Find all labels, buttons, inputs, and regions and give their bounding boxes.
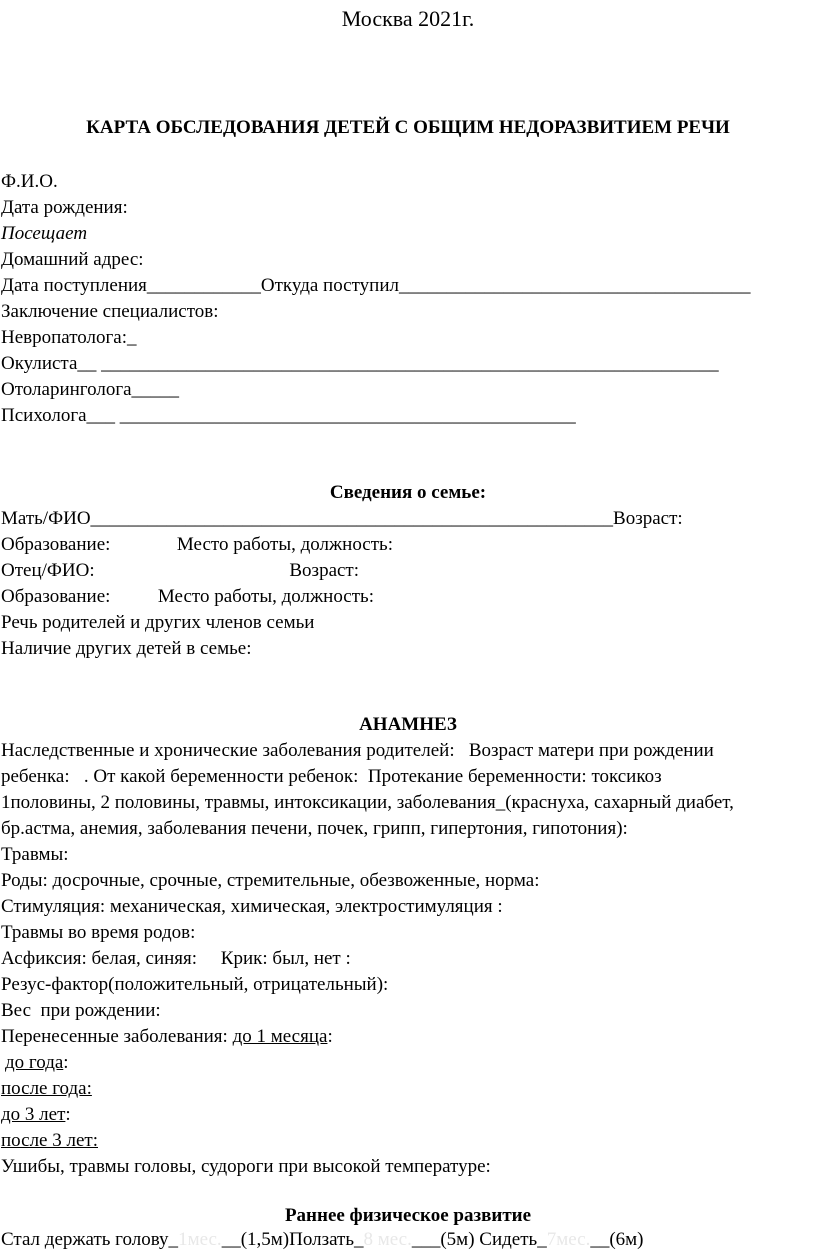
diseases-month-label: до 1 месяца	[232, 1026, 328, 1047]
asphyxia-field: Асфиксия: белая, синяя: Крик: был, нет :	[1, 948, 351, 969]
birth-date-field: Дата рождения:	[1, 197, 128, 218]
anamnesis-paragraph-line: бр.астма, анемия, заболевания печени, почек, грипп, гипертония, гипотония):	[1, 818, 628, 839]
other-children-field: Наличие других детей в семье:	[1, 638, 252, 659]
after-3-years-field: после 3 лет:	[1, 1130, 98, 1151]
anamnesis-paragraph-line: 1половины, 2 половины, травмы, интоксикации, заболевания_(краснуха, сахарный диабет,	[1, 792, 734, 813]
sitting-norm: __(6м)	[590, 1229, 644, 1250]
admission-field: Дата поступления____________Откуда поступил_____________________________________	[1, 275, 751, 296]
before-3-years-field	[1, 1104, 71, 1126]
otolaryngologist-field: Отоларинголога_____	[1, 379, 180, 400]
early-development-row	[1, 1229, 644, 1251]
diseases-label: Перенесенные заболевания:	[1, 1026, 233, 1047]
births-field: Роды: досрочные, срочные, стремительные, обезвоженные, норма:	[1, 870, 540, 891]
attends-field: Посещает	[1, 223, 88, 244]
head-holding-label: Стал держать голову_	[1, 1229, 179, 1250]
stimulation-field: Стимуляция: механическая, химическая, электростимуляция :	[1, 896, 503, 917]
head-holding-value: 1мес.	[178, 1229, 222, 1250]
family-heading: Сведения о семье:	[329, 482, 487, 503]
mother-education-field: Образование: Место работы, должность:	[1, 534, 393, 555]
home-address-field: Домашний адрес:	[1, 249, 144, 270]
mother-field: Мать/ФИО_______________________________________________________Возраст:	[1, 508, 683, 529]
psychologist-field: Психолога___ ________________________________________________	[1, 405, 576, 426]
birth-weight-field: Вес при рождении:	[1, 1000, 161, 1021]
anamnesis-paragraph-line: Наследственные и хронические заболевания родителей: Возраст матери при рождении	[1, 740, 714, 761]
specialists-label: Заключение специалистов:	[1, 301, 219, 322]
diseases-field	[1, 1026, 333, 1048]
crawling-label: __(1,5м)Ползать_	[221, 1229, 364, 1250]
rh-factor-field: Резус-фактор(положительный, отрицательный):	[1, 974, 389, 995]
father-education-field: Образование: Место работы, должность:	[1, 586, 374, 607]
neuro-field: Невропатолога:_	[1, 327, 137, 348]
after-year-field: после года:	[1, 1078, 92, 1099]
before-year-label: до года	[5, 1052, 64, 1073]
colon: :	[63, 1052, 69, 1073]
anamnesis-heading: АНАМНЕЗ	[359, 714, 457, 735]
parents-speech-field: Речь родителей и других членов семьи	[1, 612, 315, 633]
fio-field: Ф.И.О.	[1, 171, 58, 192]
crawling-value: 8 мес.	[363, 1229, 412, 1250]
injuries-field: Травмы:	[1, 844, 69, 865]
page-title: КАРТА ОБСЛЕДОВАНИЯ ДЕТЕЙ С ОБЩИМ НЕДОРАЗВИТИЕМ РЕЧИ	[86, 117, 730, 138]
oculist-field: Окулиста__ _________________________________________________________________	[1, 353, 719, 374]
sitting-label: ___(5м) Сидеть_	[411, 1229, 547, 1250]
before-3-years-label: до 3 лет	[1, 1104, 66, 1125]
father-field: Отец/ФИО: Возраст:	[1, 560, 360, 581]
city-year: Москва 2021г.	[341, 6, 475, 31]
bruises-field: Ушибы, травмы головы, судороги при высокой температуре:	[1, 1156, 491, 1177]
early-development-heading: Раннее физическое развитие	[284, 1205, 532, 1226]
sitting-value: 7мес.	[546, 1229, 591, 1250]
before-year-field	[5, 1052, 69, 1074]
colon: :	[65, 1104, 71, 1125]
anamnesis-paragraph-line: ребенка: . От какой беременности ребенок: Протекание беременности: токсикоз	[1, 766, 662, 787]
birth-injuries-field: Травмы во время родов:	[1, 922, 196, 943]
colon: :	[327, 1026, 333, 1047]
